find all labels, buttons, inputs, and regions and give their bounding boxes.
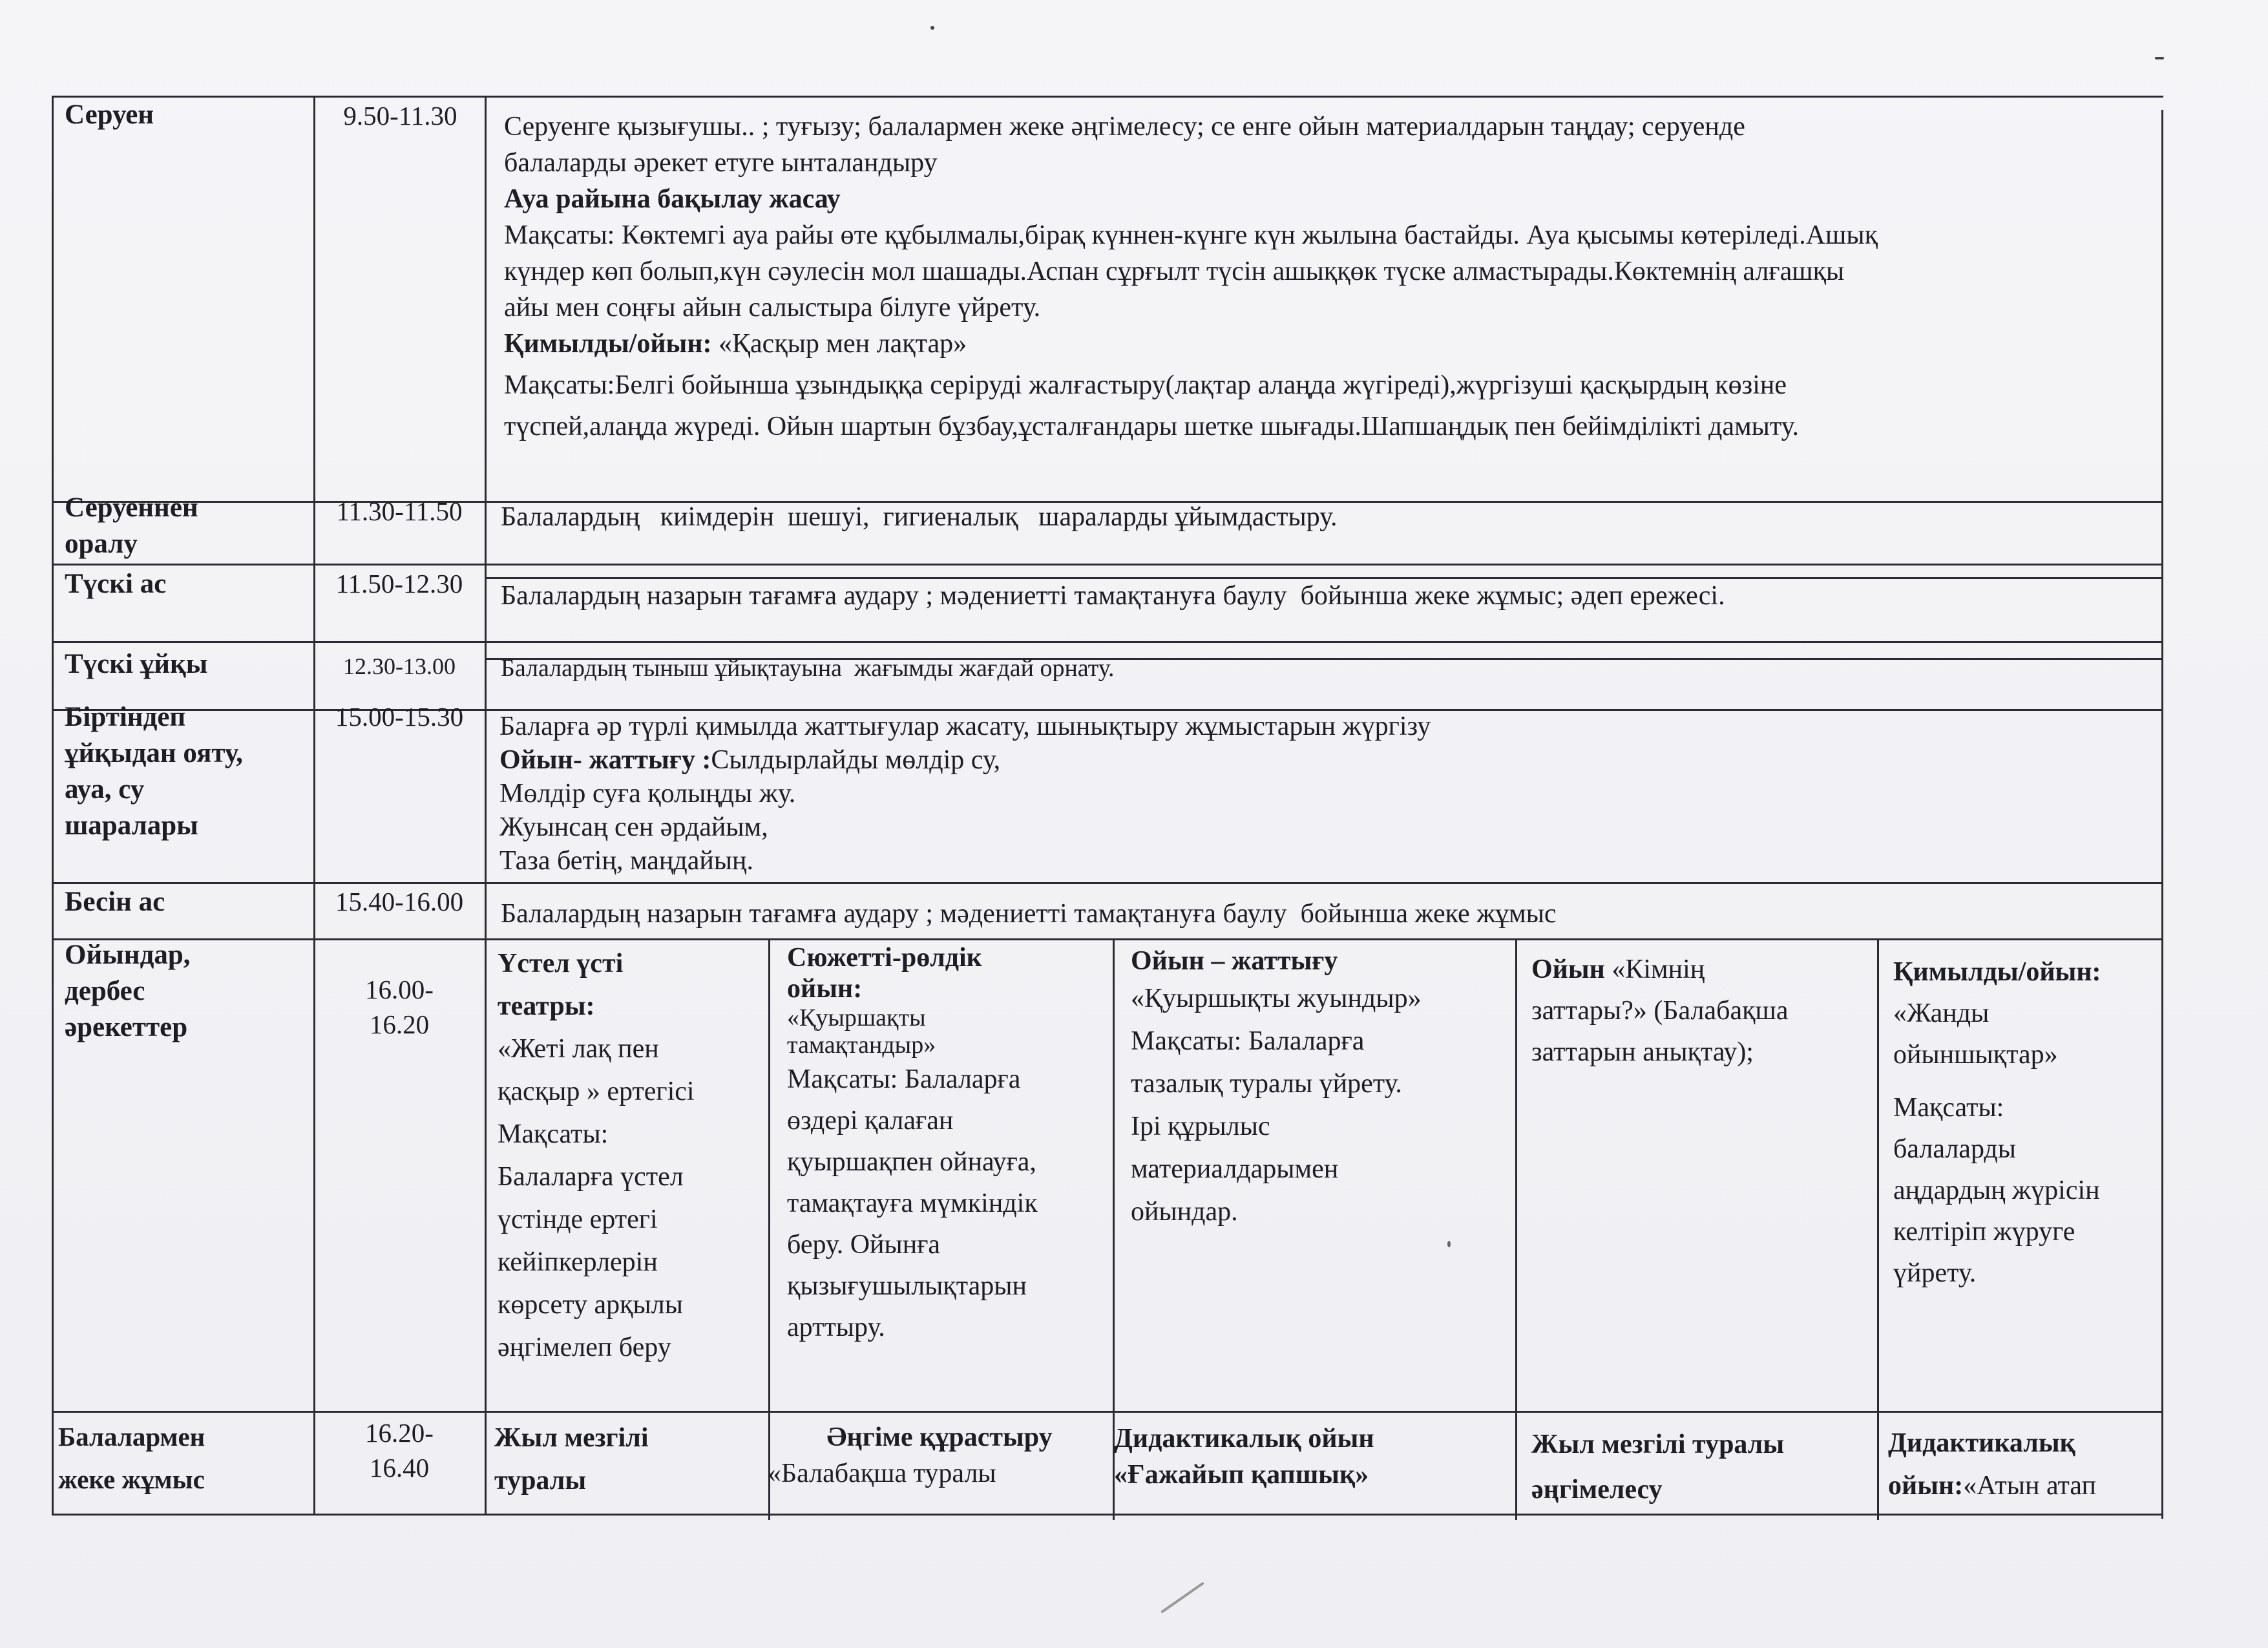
table-divider-c4 bbox=[1877, 940, 1879, 1520]
row-time-snack: 15.40-16.00 bbox=[335, 887, 464, 916]
text-line: «Жанды bbox=[1893, 998, 1990, 1028]
row-time-seruen: 9.50-11.30 bbox=[343, 101, 457, 131]
row-content-snack: Балалардың назарын тағамға аудару ; мәдениетті тамақтануға баулу бойынша жеке жұмыс bbox=[501, 899, 1557, 929]
text-line: материалдарымен bbox=[1131, 1154, 1339, 1184]
row-content-seruen bbox=[504, 109, 2158, 445]
name-line: Біртіндеп bbox=[65, 702, 186, 732]
text-line: қызығушылықтарын bbox=[787, 1271, 1027, 1301]
text-line bbox=[499, 743, 2154, 777]
text-line: келтіріп жүруге bbox=[1893, 1217, 2075, 1247]
row-name-snack: Бесін ас bbox=[65, 887, 165, 917]
text-line: кейіпкерлерін bbox=[498, 1247, 658, 1277]
row-time-return: 11.30-11.50 bbox=[336, 496, 463, 526]
text-line: «Ғажайып қапшық» bbox=[1114, 1460, 1369, 1490]
col-title: Сюжетті-рөлдік bbox=[787, 943, 982, 973]
name-line: жеке жұмыс bbox=[58, 1464, 205, 1494]
text-line: арттыру. bbox=[787, 1313, 885, 1342]
time-line: 16.00- bbox=[365, 975, 434, 1004]
individual-col-1 bbox=[494, 1417, 766, 1502]
text-line: заттарын анықтау); bbox=[1531, 1037, 1754, 1067]
individual-col-5 bbox=[1888, 1422, 2159, 1507]
text-line bbox=[1888, 1464, 2159, 1507]
text-line: беру. Ойынға bbox=[787, 1230, 941, 1260]
game-label: Қимылды/ойын: bbox=[504, 329, 712, 359]
scan-speck bbox=[1160, 1581, 1204, 1613]
text-line: күндер көп болып,күн сәулесін мол шашады.Аспан сұрғылт түсін ашыққөк түске алмастырады.Көктемнің алғашқы bbox=[504, 257, 1845, 286]
text-line: Мақсаты: bbox=[498, 1119, 609, 1149]
row-divider bbox=[52, 1411, 2163, 1413]
poem-line: Таза бетің, маңдайың. bbox=[499, 846, 754, 876]
row-name-games bbox=[65, 937, 304, 1046]
name-line: дербес bbox=[65, 976, 145, 1006]
row-name-individual bbox=[58, 1415, 310, 1501]
table-border-top bbox=[52, 96, 2163, 98]
text-line: өздері қалаған bbox=[787, 1106, 954, 1136]
row-time-games bbox=[315, 972, 483, 1042]
games-col-3 bbox=[1131, 945, 1512, 1233]
col-title: театры: bbox=[498, 991, 595, 1021]
table-border-left bbox=[52, 96, 54, 1515]
row-divider bbox=[52, 938, 2163, 940]
text-line bbox=[1531, 949, 1874, 990]
game-label: ойын: bbox=[1888, 1471, 1964, 1501]
text-line: Ірі құрылыс bbox=[1131, 1112, 1270, 1141]
text-line: қасқыр » ертегісі bbox=[498, 1077, 695, 1106]
games-col-1 bbox=[498, 942, 762, 1369]
text-line: Жыл мезгілі bbox=[494, 1423, 649, 1453]
name-line: ауа, су bbox=[65, 774, 145, 805]
text-line: тазалық туралы үйрету. bbox=[1131, 1069, 1402, 1099]
table-divider-c3 bbox=[1515, 940, 1517, 1520]
text-line: Дидактикалық bbox=[1888, 1428, 2075, 1458]
text-line: Мақсаты: Балаларға bbox=[787, 1064, 1021, 1094]
game-title: «Атын атап bbox=[1963, 1471, 2096, 1501]
individual-col-4 bbox=[1531, 1422, 1874, 1512]
row-name-return bbox=[65, 490, 304, 562]
text-line: «Балабақша туралы bbox=[768, 1459, 996, 1488]
table-border-bottom bbox=[52, 1514, 2163, 1516]
individual-col-3 bbox=[1114, 1421, 1513, 1493]
text-line: ойыншықтар» bbox=[1893, 1040, 2058, 1070]
row-content-return: Балалардың киімдерін шешуі, гигиеналық шараларды ұйымдастыру. bbox=[501, 502, 1338, 532]
scan-speck bbox=[2155, 57, 2164, 59]
row-content-lunch: Балалардың назарын тағамға аудару ; мәдениетті тамақтануға баулу бойынша жеке жұмыс; әдеп ережесі. bbox=[501, 581, 1725, 611]
row-content-nap: Балалардың тыныш ұйықтауына жағымды жағдай орнату. bbox=[501, 655, 1115, 682]
text-line: заттары?» (Балабақша bbox=[1531, 996, 1789, 1026]
game-subtitle: тамақтандыр» bbox=[787, 1031, 936, 1059]
text-line: тамақтауға мүмкіндік bbox=[787, 1188, 1038, 1218]
text-line: әңгімелеп беру bbox=[498, 1333, 671, 1362]
table-divider-time bbox=[485, 96, 487, 1515]
text-line: айы мен соңғы айын салыстыра білуге үйрету. bbox=[504, 293, 1041, 322]
row-time-wakeup: 15.00-15.30 bbox=[335, 702, 464, 732]
poem-line: Мөлдір суға қолыңды жу. bbox=[499, 779, 796, 808]
row-name-seruen: Серуен bbox=[65, 100, 154, 130]
text-line: балаларды bbox=[1893, 1134, 2016, 1164]
text-line: Мақсаты:Белгі бойынша ұзындыққа серіруді жалғастыру(лақтар алаңда жүгіреді),жүргізуші қасқырдың көзіне bbox=[504, 370, 1787, 400]
name-line: әрекеттер bbox=[65, 1012, 188, 1042]
game-heading bbox=[504, 326, 2158, 362]
row-name-lunch: Түскі ас bbox=[65, 569, 167, 599]
row-content-wakeup bbox=[499, 710, 2154, 878]
table-divider-name bbox=[313, 96, 315, 1515]
text-line: Мақсаты: Балаларға bbox=[1131, 1026, 1365, 1056]
col-title: ойын: bbox=[787, 974, 863, 1004]
text-line: балаларды әрекет етуге ынталандыру bbox=[504, 148, 938, 178]
text-line: Жыл мезгілі туралы bbox=[1531, 1430, 1785, 1459]
text-line: Балаларға үстел bbox=[498, 1162, 684, 1192]
col-title: Қимылды/ойын: bbox=[1893, 957, 2101, 987]
text-line: Мақсаты: bbox=[1893, 1093, 2004, 1123]
text-line: «Жеті лақ пен bbox=[498, 1034, 659, 1064]
games-col-2 bbox=[787, 942, 1110, 1348]
text-line: Баларға әр түрлі қимылда жаттығулар жасату, шынықтыру жұмыстарын жүргізу bbox=[499, 712, 1431, 741]
name-line: Балалармен bbox=[58, 1422, 205, 1452]
text-line: Серуенге қызығушы.. ; туғызу; балалармен жеке әңгімелесу; се енге ойын материалдарын таңдау; серуенде bbox=[504, 112, 1745, 142]
text-line: Дидактикалық ойын bbox=[1114, 1424, 1374, 1453]
col-title: Ойын – жаттығу bbox=[1131, 946, 1338, 976]
col-title: Ойын bbox=[1531, 955, 1605, 984]
name-line: ұйқыдан ояту, bbox=[65, 738, 243, 768]
text-line: ойындар. bbox=[1131, 1197, 1238, 1227]
row-time-nap: 12.30-13.00 bbox=[343, 653, 456, 679]
text-line: көрсету арқылы bbox=[498, 1290, 683, 1320]
game-title: «Кімнің bbox=[1604, 955, 1705, 984]
row-time-individual bbox=[315, 1415, 483, 1485]
name-line: Ойындар, bbox=[65, 940, 191, 970]
time-line: 16.40 bbox=[369, 1453, 430, 1483]
text-line: түспей,алаңда жүреді. Ойын шартын бұзбау,ұсталғандары шетке шығады.Шапшаңдық пен бейімділікті дамыту. bbox=[504, 412, 1799, 441]
row-divider bbox=[52, 641, 2163, 643]
row-time-lunch: 11.50-12.30 bbox=[335, 569, 463, 598]
text-line: қуыршақпен ойнауға, bbox=[787, 1147, 1036, 1177]
text-line: туралы bbox=[494, 1466, 587, 1495]
text-line: «Қуыршықты жуындыр» bbox=[1131, 984, 1422, 1013]
row-name-nap: Түскі ұйқы bbox=[65, 649, 208, 679]
exercise-label: Ойын- жаттығу : bbox=[499, 745, 711, 775]
scan-speck bbox=[1447, 1241, 1451, 1247]
scan-speck bbox=[930, 26, 934, 30]
text-line: үйрету. bbox=[1893, 1258, 1977, 1288]
name-line: оралу bbox=[65, 529, 138, 559]
text-line: үстінде ертегі bbox=[498, 1205, 658, 1234]
time-line: 16.20 bbox=[369, 1009, 430, 1039]
col-title: Үстел үсті bbox=[498, 949, 624, 978]
table-border-right bbox=[2161, 110, 2163, 1519]
game-subtitle: «Қуыршақты bbox=[787, 1004, 926, 1031]
name-line: шаралары bbox=[65, 810, 198, 841]
time-line: 16.20- bbox=[365, 1418, 434, 1448]
poem-line: Жуынсаң сен әрдайым, bbox=[499, 812, 768, 842]
poem-line: Сылдырлайды мөлдір су, bbox=[711, 745, 1001, 775]
section-heading: Ауа райына бақылау жасау bbox=[504, 184, 841, 214]
individual-col-2 bbox=[768, 1419, 1111, 1492]
games-col-5 bbox=[1893, 951, 2159, 1294]
game-title: «Қасқыр мен лақтар» bbox=[711, 329, 967, 359]
text-line: Әңгіме құрастыру bbox=[826, 1422, 1053, 1452]
row-divider bbox=[52, 564, 2163, 565]
name-line: Серуеннен bbox=[65, 492, 198, 523]
games-col-4 bbox=[1531, 949, 1874, 1073]
text-line: Мақсаты: Көктемгі ауа райы өте құбылмалы,бірақ күннен-күнге күн жылына бастайды. Ауа қысымы көтеріледі.Ашық bbox=[504, 220, 1878, 250]
text-line: әңгімелесу bbox=[1531, 1475, 1663, 1505]
text-line: аңдардың жүрісін bbox=[1893, 1176, 2100, 1205]
row-name-wakeup bbox=[65, 699, 304, 844]
